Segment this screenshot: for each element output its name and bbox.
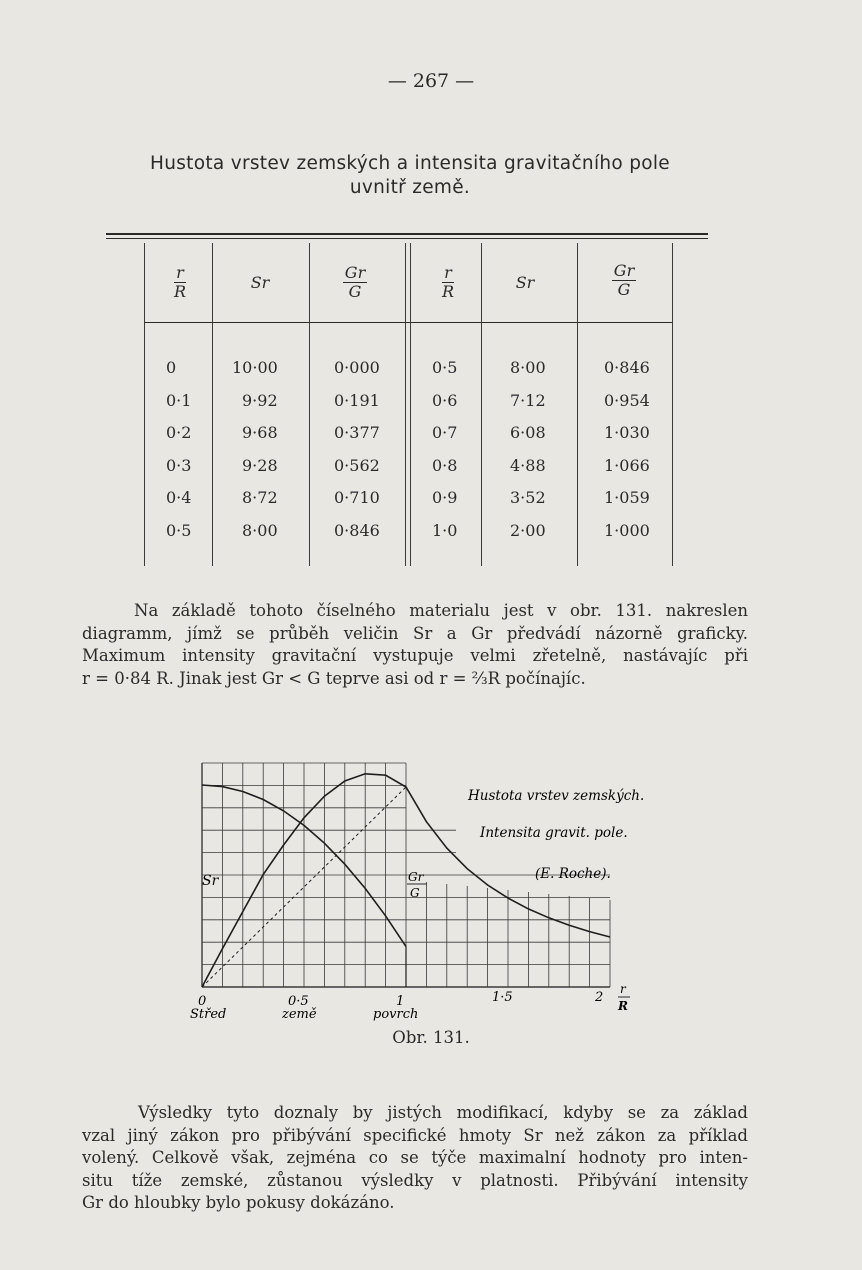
table-top-rule	[106, 233, 708, 235]
table-divider	[309, 243, 310, 566]
cell: 0·846	[604, 358, 650, 377]
legend-source: (E. Roche).	[535, 866, 611, 882]
cell: 7·12	[510, 390, 546, 410]
cell: 8·72	[242, 488, 278, 507]
header-den: G	[617, 280, 631, 299]
tick-label-05: 0·5	[288, 994, 309, 1009]
cell: 0·4	[166, 488, 192, 507]
text-line: vzal jiný zákon pro přibývání specifické hmoty Sr než zákon za příklad	[82, 1125, 748, 1145]
cell: 0·8	[432, 455, 458, 475]
table-divider	[577, 243, 578, 566]
cell: 9·92	[242, 390, 278, 410]
tick-label-2: 2	[595, 990, 604, 1005]
col-right-r	[432, 352, 472, 547]
cell: 3·52	[510, 488, 546, 507]
tick-word-zeme: země	[282, 1007, 317, 1022]
header-r-over-R	[160, 264, 200, 301]
header-num: r	[174, 264, 186, 283]
header-sr-right: Sr	[515, 273, 535, 292]
col-left-r	[166, 352, 206, 547]
cell: 1·000	[604, 520, 650, 540]
cell: 0·954	[604, 390, 650, 410]
cell: 0·5	[432, 358, 458, 377]
col-left-s	[232, 352, 292, 547]
cell: 0·846	[334, 520, 380, 540]
col-right-s	[510, 352, 570, 547]
cell: 0·2	[166, 423, 192, 442]
table-top-rule-2	[106, 238, 708, 239]
cell: 2·00	[510, 520, 546, 540]
figure-131	[190, 755, 660, 1025]
cell: 0·562	[334, 455, 380, 475]
col-left-g	[334, 352, 394, 547]
legend-density: Hustota vrstev zemských.	[468, 788, 645, 804]
cell: 9·28	[242, 455, 278, 475]
label-g: G	[410, 886, 420, 900]
header-den: R	[441, 282, 455, 301]
text-line: diagramm, jímž se průběh veličin Sr a Gr předvádí názorně graficky.	[82, 623, 748, 643]
cell: 0·000	[334, 358, 380, 377]
label-gr: Gr	[408, 870, 424, 884]
cell: 0·1	[166, 390, 192, 410]
cell: 0·5	[166, 520, 192, 540]
x-axis-r: r	[620, 982, 626, 996]
table-divider	[144, 243, 145, 566]
text-line: Maximum intensity gravitační vystupuje velmi zřetelně, nastávajíc při	[82, 646, 748, 665]
cell: 0·3	[166, 455, 192, 475]
cell: 0·710	[334, 488, 380, 507]
cell: 1·059	[604, 488, 650, 507]
section-heading	[110, 152, 710, 200]
heading-line-1: Hustota vrstev zemských a intensita gravitačního pole	[149, 153, 670, 174]
cell: 1·0	[432, 520, 458, 540]
table-divider	[410, 243, 411, 566]
header-sr: Sr	[250, 273, 270, 292]
x-axis-R: R	[618, 999, 628, 1013]
paragraph-1	[82, 600, 748, 690]
col-right-g	[604, 352, 664, 547]
cell: 8·00	[242, 520, 278, 540]
table-header-rule	[144, 322, 672, 323]
header-gr-over-g-right	[604, 262, 644, 299]
cell: 0·6	[432, 390, 458, 410]
tick-word-povrch: povrch	[373, 1007, 419, 1022]
tick-label-1: 1	[396, 994, 405, 1009]
cell: 8·00	[510, 358, 546, 377]
cell: 9·68	[242, 423, 278, 442]
header-num: Gr	[344, 263, 366, 282]
header-gr-over-g	[335, 264, 375, 301]
legend-intensity: Intensita gravit. pole.	[480, 825, 628, 841]
cell: 0·191	[334, 390, 380, 410]
tick-label-0: 0	[198, 994, 207, 1009]
tick-word-stred: Střed	[190, 1007, 227, 1022]
table-divider	[481, 243, 482, 566]
text-line: r = 0·84 R. Jinak jest Gr < G teprve asi od r = ⅔R počínajíc.	[82, 668, 586, 688]
header-num: Gr	[613, 261, 635, 280]
text-line: Na základě tohoto číselného materialu jest v obr. 131. nakreslen	[134, 601, 748, 620]
table-divider	[672, 243, 673, 566]
header-den: R	[173, 282, 187, 301]
figure-caption: Obr. 131.	[392, 1028, 470, 1047]
cell: 0·377	[334, 423, 380, 442]
cell: 1·066	[604, 455, 650, 475]
header-r-over-R-right	[428, 264, 468, 301]
header-num: r	[442, 264, 454, 283]
cell: 0·9	[432, 488, 458, 507]
paragraph-2	[82, 1102, 748, 1215]
cell: 1·030	[604, 423, 650, 442]
header-den: G	[348, 282, 362, 301]
cell: 0	[166, 358, 177, 377]
text-line: situ tíže zemské, zůstanou výsledky v platnosti. Přibývání intensity	[82, 1170, 748, 1190]
cell: 6·08	[510, 423, 546, 442]
tick-label-15: 1·5	[492, 990, 513, 1005]
text-line: Gr do hloubky bylo pokusy dokázáno.	[82, 1193, 395, 1212]
heading-line-2: uvnitř země.	[349, 177, 471, 198]
cell: 10·00	[232, 358, 278, 377]
cell: 4·88	[510, 455, 546, 475]
table-divider	[405, 243, 406, 566]
text-line: Výsledky tyto doznaly by jistých modifikací, kdyby se za základ	[138, 1103, 748, 1122]
table-divider	[212, 243, 213, 566]
label-sr: Sr	[202, 873, 219, 889]
page-number: — 267 —	[387, 70, 475, 92]
cell: 0·7	[432, 423, 458, 442]
text-line: volený. Celkově však, zejména co se týče maximalní hodnoty pro inten-	[82, 1148, 748, 1167]
